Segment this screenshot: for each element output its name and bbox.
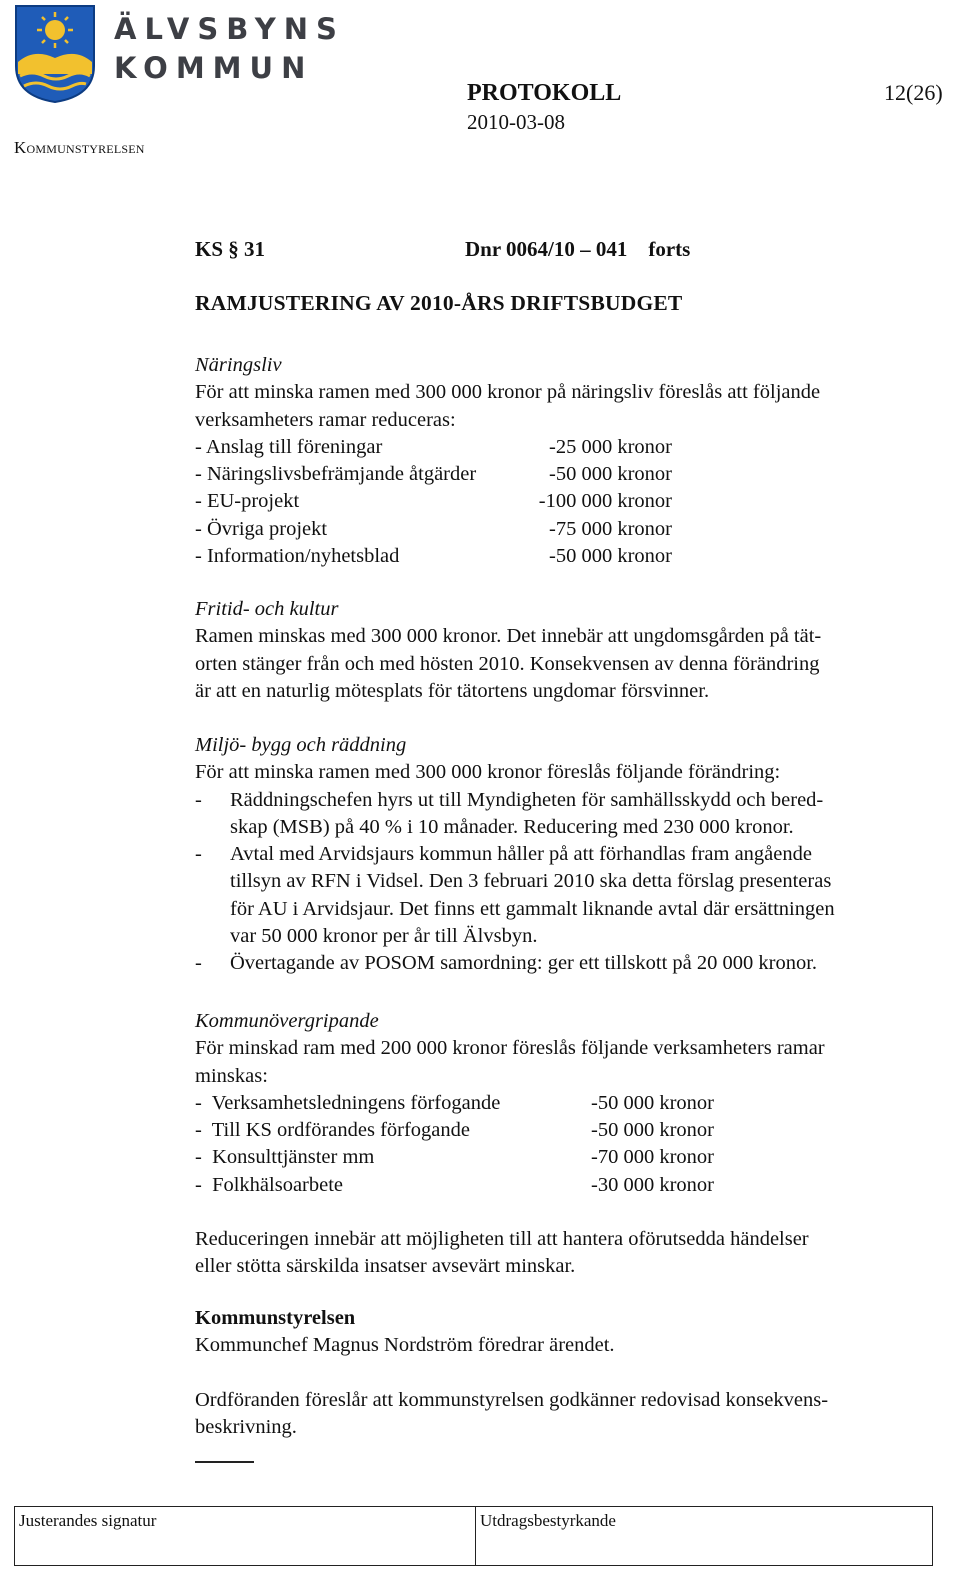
case-title: RAMJUSTERING AV 2010-ÅRS DRIFTSBUDGET (195, 291, 683, 315)
paragraph-line: var 50 000 kronor per år till Älvsbyn. (230, 925, 538, 948)
paragraph-line: Ramen minskas med 300 000 kronor. Det innebär att ungdomsgården på tät- (195, 625, 822, 648)
paragraph-line: orten stänger från och med hösten 2010. Konsekvensen av denna förändring (195, 652, 820, 675)
end-rule (195, 1461, 254, 1463)
case-number: KS § 31 (195, 237, 266, 261)
budget-row (195, 516, 935, 543)
section-kommunstyrelsen (195, 1305, 935, 1441)
section-heading: Fritid- och kultur (195, 598, 339, 620)
row-label: - Verksamhetsledningens förfogande (195, 1091, 501, 1114)
brand-line-2: KOMMUN (114, 51, 314, 85)
list-item: - Övertagande av POSOM samordning: ger ett tillskott på 20 000 kronor. (195, 950, 935, 977)
row-label: - Övriga projekt (195, 517, 328, 540)
municipality-name-logo (114, 10, 345, 88)
paragraph-line: för AU i Arvidsjaur. Det finns ett gammalt liknande avtal där ersättningen (230, 897, 835, 920)
paragraph-line: är att en naturlig mötesplats för tätortens ungdomar försvinner. (195, 679, 710, 702)
budget-row (195, 1172, 935, 1199)
paragraph-line: För att minska ramen med 300 000 kronor föreslås följande förändring: (195, 761, 781, 784)
extract-certification-label: Utdragsbestyrkande (480, 1511, 616, 1530)
list-item: - Räddningschefen hyrs ut till Myndigheten för samhällsskydd och bered- skap (MSB) på 40 % i 10 månader. Reducering med 230 000 kronor. (195, 787, 935, 842)
row-amount: -75 000 kronor (549, 517, 672, 540)
paragraph-line: Räddningschefen hyrs ut till Myndigheten för samhällsskydd och bered- (230, 788, 824, 811)
budget-row (195, 461, 935, 488)
row-amount: -70 000 kronor (591, 1146, 714, 1169)
paragraph-line: Kommunchef Magnus Nordström föredrar ärendet. (195, 1334, 615, 1357)
budget-row (195, 1090, 935, 1117)
row-label: - EU-projekt (195, 490, 300, 513)
section-kommunovergripande (195, 1008, 935, 1281)
page-number: 12(26) (884, 80, 943, 105)
paragraph-line: För minskad ram med 200 000 kronor föreslås följande verksamheters ramar (195, 1037, 825, 1060)
case-dnr: Dnr 0064/10 – 041 forts (465, 237, 691, 261)
paragraph-line: Ordföranden föreslår att kommunstyrelsen godkänner redovisad konsekvens- (195, 1388, 829, 1411)
department-label: Kommunstyrelsen (14, 138, 145, 157)
list-item: - Avtal med Arvidsjaurs kommun håller på att förhandlas fram angående tillsyn av RFN i Vidsel. Den 3 februari 2010 ska detta förslag presenteras för AU i Arvidsjaur. Det finns ett gammalt liknande avtal där ersättningen var 50 000 kronor per år till Älvsbyn. (195, 841, 935, 950)
row-amount: -50 000 kronor (591, 1119, 714, 1142)
budget-row (195, 1144, 935, 1171)
row-amount: -50 000 kronor (549, 463, 672, 486)
section-heading: Kommunstyrelsen (195, 1307, 356, 1329)
section-heading: Kommunövergripande (195, 1010, 379, 1032)
row-label: - Till KS ordförandes förfogande (195, 1119, 471, 1142)
paragraph-line: För att minska ramen med 300 000 kronor på näringsliv föreslås att följande (195, 381, 821, 404)
paragraph-line: minskas: (195, 1064, 268, 1087)
row-label: - Näringslivsbefrämjande åtgärder (195, 463, 477, 486)
row-amount: -50 000 kronor (591, 1091, 714, 1114)
paragraph-line: verksamheters ramar reduceras: (195, 408, 456, 431)
row-label: - Information/nyhetsblad (195, 545, 400, 568)
budget-row (195, 543, 935, 570)
row-label: - Anslag till föreningar (195, 435, 383, 458)
signature-box (14, 1506, 933, 1566)
row-amount: -50 000 kronor (549, 545, 672, 568)
paragraph-line: beskrivning. (195, 1415, 297, 1438)
municipality-crest-logo (14, 4, 96, 104)
brand-line-1: ÄLVSBYNS (114, 12, 345, 46)
document-type: PROTOKOLL (467, 80, 622, 106)
document-date: 2010-03-08 (467, 110, 565, 134)
paragraph-line: eller stötta särskilda insatser avsevärt minskar. (195, 1255, 576, 1278)
section-miljo (195, 732, 935, 978)
paragraph-line: Avtal med Arvidsjaurs kommun håller på att förhandlas fram angående (230, 843, 812, 866)
paragraph-line: skap (MSB) på 40 % i 10 månader. Reducering med 230 000 kronor. (230, 815, 794, 838)
section-heading: Näringsliv (195, 354, 282, 376)
row-amount: -30 000 kronor (591, 1173, 714, 1196)
paragraph-line: tillsyn av RFN i Vidsel. Den 3 februari 2010 ska detta förslag presenteras (230, 870, 832, 893)
paragraph-line: Reduceringen innebär att möjligheten till att hantera oförutsedda händelser (195, 1228, 809, 1251)
section-fritid (195, 596, 935, 705)
row-label: - Folkhälsoarbete (195, 1173, 344, 1196)
section-naringsliv (195, 352, 935, 570)
paragraph-line: Övertagande av POSOM samordning: ger ett tillskott på 20 000 kronor. (230, 952, 818, 975)
budget-row (195, 488, 935, 515)
budget-row (195, 434, 935, 461)
section-heading: Miljö- bygg och räddning (195, 734, 407, 756)
adjuster-signature-label: Justerandes signatur (19, 1511, 157, 1530)
row-amount: -25 000 kronor (549, 435, 672, 458)
budget-row (195, 1117, 935, 1144)
row-amount: -100 000 kronor (538, 490, 672, 513)
row-label: - Konsulttjänster mm (195, 1146, 375, 1169)
signature-divider (475, 1507, 476, 1565)
